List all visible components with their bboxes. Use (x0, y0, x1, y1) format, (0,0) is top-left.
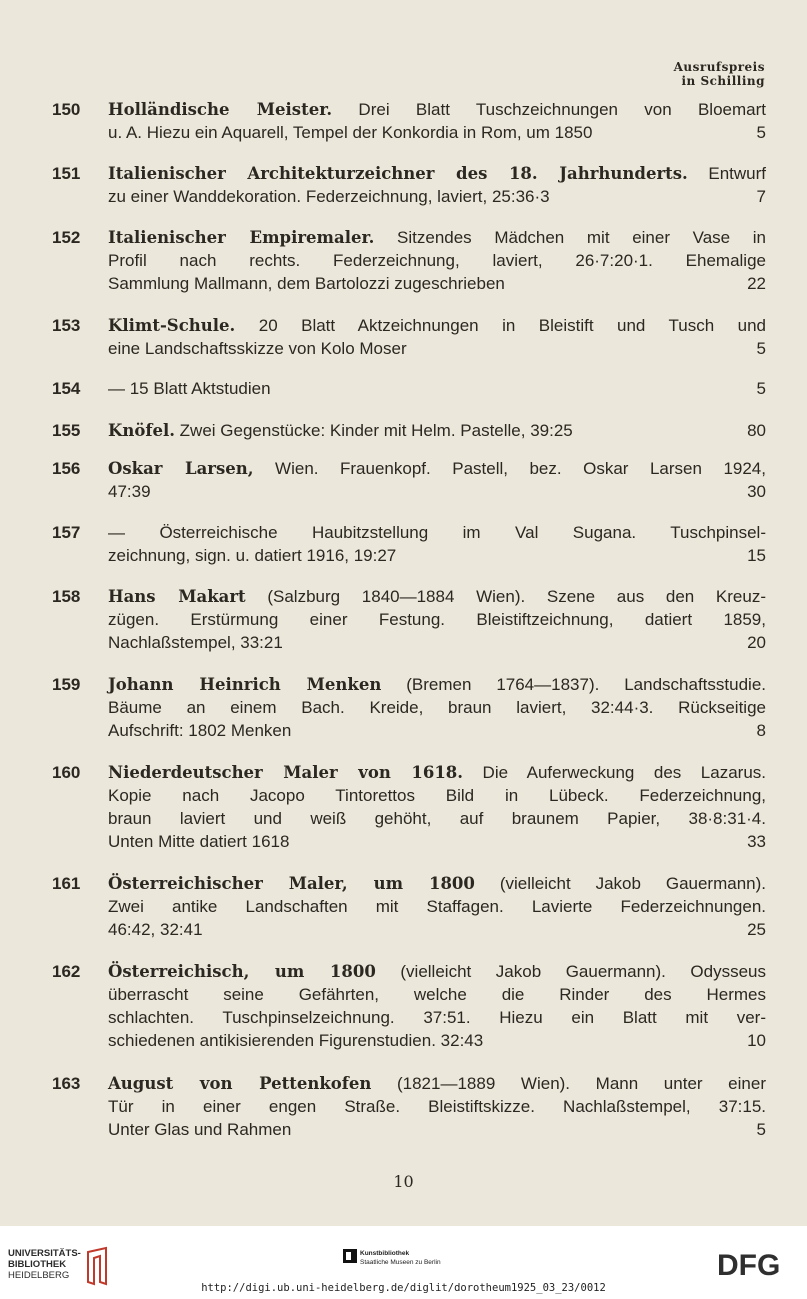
entry-description: Die Auferweckung des Lazarus. (463, 763, 766, 782)
entry-line (108, 719, 766, 742)
entry-number: 162 (52, 962, 81, 981)
entry-description: 20 Blatt Aktzeichnungen in Bleistift und Tusch und (235, 316, 766, 335)
entry-number: 163 (52, 1074, 81, 1093)
entry-description: 47:39 (108, 482, 151, 501)
kb-line-2: Staatliche Museen zu Berlin (360, 1259, 441, 1266)
entry-description: Nachlaßstempel, 33:21 (108, 633, 283, 652)
catalog-entry (0, 585, 807, 654)
entry-description: Zwei antike Landschaften mit Staffagen. Lavierte Federzeichnungen. (108, 897, 766, 916)
catalog-entry (0, 314, 807, 360)
entry-line (108, 337, 766, 360)
source-url[interactable]: http://digi.ub.uni-heidelberg.de/diglit/dorotheum1925_03_23/0012 (201, 1282, 606, 1294)
entry-description: (vielleicht Jakob Gauermann). (474, 874, 767, 893)
entry-description: Drei Blatt Tuschzeichnungen von Bloemart (332, 100, 766, 119)
kunstbibliothek-label (360, 1249, 441, 1267)
entry-line (108, 480, 766, 503)
entry-description: zügen. Erstürmung einer Festung. Bleistiftzeichnung, datiert 1859, (108, 610, 766, 629)
entry-description: Profil nach rechts. Federzeichnung, laviert, 26·7:20·1. Ehemalige (108, 251, 766, 270)
entry-line (108, 1118, 766, 1141)
entry-description: (vielleicht Jakob Gauermann). Odysseus (375, 962, 766, 981)
entry-line (108, 631, 766, 654)
artist-name: Klimt-Schule. (108, 316, 236, 335)
entry-description: Entwurf (687, 164, 766, 183)
artist-name: Österreichischer Maler, um 1800 (108, 874, 475, 893)
entry-line (108, 1072, 766, 1095)
entry-price: 10 (747, 1031, 766, 1050)
entry-number: 156 (52, 459, 81, 478)
entry-description: 46:42, 32:41 (108, 920, 203, 939)
catalog-entry (0, 673, 807, 742)
entry-line (108, 761, 766, 784)
heidelberg-emblem-icon (84, 1246, 114, 1286)
entry-line (108, 1006, 766, 1029)
entry-line (108, 314, 766, 337)
entry-number: 159 (52, 675, 81, 694)
entry-description: — 15 Blatt Aktstudien (108, 379, 271, 398)
uni-line-3: HEIDELBERG (8, 1270, 70, 1281)
artist-name: August von Pettenkofen (108, 1074, 372, 1093)
heidelberg-library-logo (8, 1248, 81, 1281)
catalog-entry (0, 521, 807, 567)
entry-description: Unter Glas und Rahmen (108, 1120, 292, 1139)
price-column-header (674, 60, 765, 88)
artist-name: Knöfel. (108, 421, 175, 440)
artist-name: Oskar Larsen, (108, 459, 254, 478)
entry-description: Tür in einer engen Straße. Bleistiftskizze. Nachlaßstempel, 37:15. (108, 1097, 766, 1116)
entry-line (108, 696, 766, 719)
footer-bar (0, 1226, 807, 1299)
entry-description: Unten Mitte datiert 1618 (108, 832, 290, 851)
entry-description: Sitzendes Mädchen mit einer Vase in (374, 228, 766, 247)
entry-price: 8 (756, 721, 766, 740)
entry-description: Kopie nach Jacopo Tintorettos Bild in Lübeck. Federzeichnung, (108, 786, 766, 805)
entry-price: 5 (756, 379, 766, 398)
entry-description: u. A. Hiezu ein Aquarell, Tempel der Konkordia in Rom, um 1850 (108, 123, 593, 142)
entry-description: Sammlung Mallmann, dem Bartolozzi zugeschrieben (108, 274, 505, 293)
entry-number: 155 (52, 421, 81, 440)
entry-line (108, 544, 766, 567)
entry-line (108, 521, 766, 544)
entry-description: (1821—1889 Wien). Mann unter einer (371, 1074, 766, 1093)
artist-name: Italienischer Architekturzeichner des 18. Jahrhunderts. (108, 164, 688, 183)
entry-description: überrascht seine Gefährten, welche die Rinder des Hermes (108, 985, 766, 1004)
kunstbibliothek-logo-icon (343, 1249, 357, 1263)
entry-description: zeichnung, sign. u. datiert 1916, 19:27 (108, 546, 397, 565)
artist-name: Holländische Meister. (108, 100, 333, 119)
entry-description: schiedenen antikisierenden Figurenstudien. 32:43 (108, 1031, 484, 1050)
entry-description: (Salzburg 1840—1884 Wien). Szene aus den Kreuz- (245, 587, 766, 606)
page-number: 10 (393, 1172, 414, 1191)
entry-number: 154 (52, 379, 81, 398)
entry-description: braun laviert und weiß gehöht, auf braunem Papier, 38·8:31·4. (108, 809, 766, 828)
entry-line (108, 673, 766, 696)
entry-description: Aufschrift: 1802 Menken (108, 721, 292, 740)
entry-line (108, 272, 766, 295)
entry-number: 153 (52, 316, 81, 335)
entry-line (108, 121, 766, 144)
entry-line (108, 784, 766, 807)
catalog-entry (0, 162, 807, 208)
entry-price: 5 (756, 123, 766, 142)
catalog-entry (0, 960, 807, 1052)
catalog-entry (0, 872, 807, 941)
entry-price: 20 (747, 633, 766, 652)
entry-number: 158 (52, 587, 81, 606)
entry-price: 80 (747, 421, 766, 440)
catalog-entry (0, 98, 807, 144)
entry-line (108, 1029, 766, 1052)
dfg-logo (717, 1250, 795, 1278)
catalog-entry (0, 377, 807, 400)
entry-description: — Österreichische Haubitzstellung im Val Sugana. Tuschpinsel- (108, 523, 766, 542)
entry-price: 33 (747, 832, 766, 851)
entry-line (108, 377, 766, 400)
catalog-entry (0, 457, 807, 503)
entry-description: zu einer Wanddekoration. Federzeichnung, laviert, 25:36·3 (108, 187, 550, 206)
artist-name: Hans Makart (108, 587, 246, 606)
entry-line (108, 830, 766, 853)
artist-name: Johann Heinrich Menken (108, 675, 382, 694)
entry-line (108, 419, 766, 442)
entry-line (108, 983, 766, 1006)
entry-price: 25 (747, 920, 766, 939)
entry-number: 151 (52, 164, 81, 183)
entry-line (108, 807, 766, 830)
entry-price: 15 (747, 546, 766, 565)
entry-line (108, 226, 766, 249)
entry-number: 150 (52, 100, 81, 119)
artist-name: Niederdeutscher Maler von 1618. (108, 763, 464, 782)
entry-line (108, 457, 766, 480)
entry-number: 152 (52, 228, 81, 247)
entry-line (108, 608, 766, 631)
entry-price: 30 (747, 482, 766, 501)
entry-number: 160 (52, 763, 81, 782)
kb-line-1: Kunstbibliothek (360, 1250, 410, 1257)
entry-line (108, 585, 766, 608)
entry-description: Zwei Gegenstücke: Kinder mit Helm. Pastelle, 39:25 (174, 421, 573, 440)
entry-description: eine Landschaftsskizze von Kolo Moser (108, 339, 407, 358)
uni-line-2: BIBLIOTHEK (8, 1259, 67, 1270)
entry-line (108, 185, 766, 208)
entry-price: 5 (756, 1120, 766, 1139)
entry-line (108, 1095, 766, 1118)
catalog-entry (0, 419, 807, 442)
artist-name: Italienischer Empiremaler. (108, 228, 375, 247)
entry-line (108, 895, 766, 918)
uni-line-1: UNIVERSITÄTS- (8, 1248, 81, 1259)
catalog-entry (0, 761, 807, 853)
entry-price: 7 (756, 187, 766, 206)
entry-description: Wien. Frauenkopf. Pastell, bez. Oskar Larsen 1924, (253, 459, 766, 478)
price-header-line-2: in Schilling (681, 74, 765, 88)
entry-line (108, 872, 766, 895)
entry-line (108, 162, 766, 185)
entry-line (108, 98, 766, 121)
entry-description: (Bremen 1764—1837). Landschaftsstudie. (381, 675, 766, 694)
artist-name: Österreichisch, um 1800 (108, 962, 376, 981)
dfg-logo-text: DFG (717, 1250, 781, 1278)
entry-description: Bäume an einem Bach. Kreide, braun laviert, 32:44·3. Rückseitige (108, 698, 766, 717)
catalog-entry (0, 1072, 807, 1141)
entry-number: 157 (52, 523, 81, 542)
entry-price: 5 (756, 339, 766, 358)
entry-number: 161 (52, 874, 81, 893)
entry-line (108, 249, 766, 272)
price-header-line-1: Ausrufspreis (673, 60, 765, 74)
entry-line (108, 918, 766, 941)
entry-price: 22 (747, 274, 766, 293)
catalog-entry (0, 226, 807, 295)
entry-line (108, 960, 766, 983)
entry-description: schlachten. Tuschpinselzeichnung. 37:51. Hiezu ein Blatt mit ver- (108, 1008, 766, 1027)
